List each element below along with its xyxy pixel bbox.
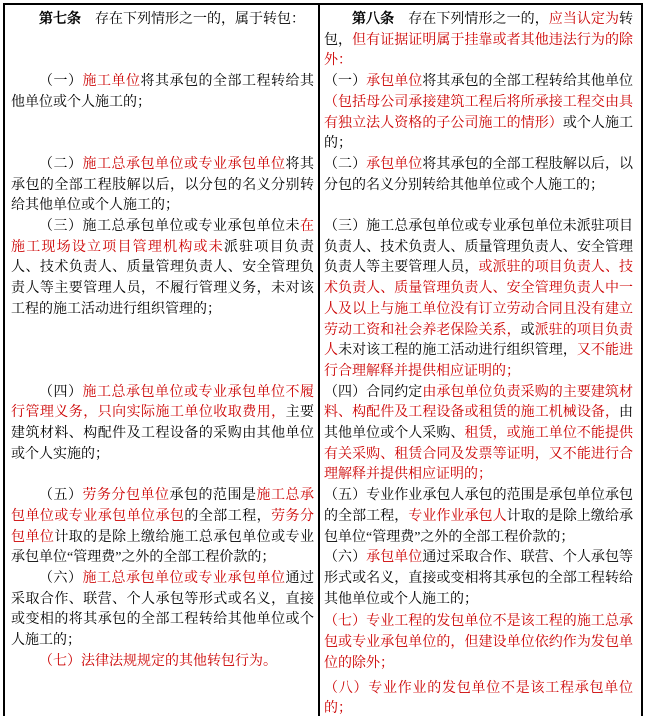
highlighted-text-run: 施工单位 <box>82 74 141 90</box>
highlighted-text-run: 施工总承包单位或专业承包单位承包 <box>11 488 314 524</box>
text-run: 通过采取合作、联营、个人承包等形式或名义，直接或变相将其承包的全部工程转给其他单位或个人施工的； <box>324 550 634 607</box>
highlighted-text-run: （七）法律法规规定的其他转包行为。 <box>39 653 277 669</box>
article-8-item-6 <box>324 548 633 610</box>
highlighted-text-run: 施工总承包单位或专业承包单位 <box>82 570 286 586</box>
text-run: 将其承包的全部工程肢解以后，以分包的名义分别转给其他单位或个人施工的； <box>11 156 314 214</box>
highlighted-text-run: 承包单位 <box>366 74 423 90</box>
article-7-column <box>3 5 320 716</box>
highlighted-text-run: （八）专业作业的发包单位不是该工程承包单位的； <box>324 680 633 716</box>
article-7-item-5 <box>11 486 314 569</box>
article-8-item-4 <box>324 383 633 487</box>
highlighted-text-run: （七）专业工程的发包单位不是该工程的施工总承包或专业承包单位的，但建设单位依约作为发包单位的除外； <box>324 614 633 671</box>
article-8-item-8 <box>324 679 633 716</box>
text-run: 承包的范围是 <box>169 488 257 504</box>
article-8-item-7 <box>324 612 633 674</box>
regulation-comparison-table <box>3 3 643 716</box>
highlighted-text-run: 承包单位 <box>366 550 423 566</box>
text-run: 存在下列情形之一的，属于转包： <box>81 12 305 27</box>
text-run: 派驻项目负责人、技术负责人、质量管理负责人、安全管理负责人等主要管理人员，不履行管理义务，未对该工程的施工活动进行组织管理的； <box>11 239 315 317</box>
article-8-item-5 <box>324 486 633 548</box>
text-run: 或 <box>520 322 535 338</box>
text-run: 第八条 <box>352 12 395 27</box>
article-7-item-7 <box>11 652 314 673</box>
text-run: 未对该工程的施工活动进行组织管理， <box>338 343 577 359</box>
text-run: 主要建筑材料、构配件及工程设备的采购由其他单位或个人实施的； <box>11 405 315 462</box>
text-run: 存在下列情形之一的， <box>394 12 549 27</box>
article-7-item-4 <box>11 383 314 466</box>
highlighted-text-run: 施工总承包单位或专业承包单位不履行管理义务，只向实际施工单位收取费用， <box>11 384 314 421</box>
text-run: 由其他单位或个人采购、 <box>324 405 633 442</box>
article-7-item-2 <box>11 155 314 217</box>
article-7-item-1 <box>11 72 314 113</box>
article-8-column <box>320 5 643 716</box>
text-run: （一） <box>39 74 83 90</box>
article-8-item-3 <box>324 217 633 383</box>
text-run: （五）专业作业承包人承包的范围是承包单位承包的全部工程， <box>324 488 633 524</box>
text-run: （四）合同约定 <box>324 384 423 400</box>
text-run: （一） <box>324 74 367 90</box>
text-run: 通过采取合作、联营、个人承包等形式或名义，直接或变相的将其承包的全部工程转给其他单位或个人施工的； <box>11 570 314 649</box>
highlighted-text-run: 派驻的项目负责人 <box>324 322 634 359</box>
text-run: （二） <box>324 156 367 172</box>
text-run: 计取的是除上缴给承包单位“管理费”之外的全部工程价款的； <box>324 508 634 545</box>
highlighted-text-run: 又不能进行合理解释并提供相应证明的； <box>324 343 634 379</box>
text-run: 将其承包的全部工程转给其他单位 <box>422 74 634 90</box>
article-8-item-1 <box>324 72 633 155</box>
text-run: （五） <box>39 488 83 504</box>
text-run: 将其承包的全部工程转给其他单位或个人施工的； <box>11 74 314 110</box>
highlighted-text-run: 专业作业承包人 <box>408 508 507 524</box>
text-run: （六） <box>324 550 367 566</box>
highlighted-text-run: 但有证据证明属于挂靠或者其他违法行为的除外： <box>324 32 634 69</box>
text-run: （六） <box>39 570 83 586</box>
text-run: 的全部工程， <box>184 508 272 524</box>
text-run: （三）施工总承包单位或专业承包单位未 <box>39 219 300 234</box>
highlighted-text-run: 由承包单位负责采购的主要建筑材料、构配件及工程设备或租赁的施工机械设备， <box>324 384 634 421</box>
article-8-item-2 <box>324 155 633 196</box>
text-run: 计取的是除上缴给施工总承包单位或专业承包单位“管理费”之外的全部工程价款的； <box>11 529 315 566</box>
highlighted-text-run: 施工总承包单位或专业承包单位 <box>82 156 286 172</box>
highlighted-text-run: 劳务分包单位 <box>82 488 170 504</box>
highlighted-text-run: （包括母公司承接建筑工程后将所承接工程交由具有独立法人资格的子公司施工的情形） <box>324 94 633 131</box>
article-7-heading <box>11 10 314 31</box>
text-run: （四） <box>39 384 83 400</box>
text-run: 或个人施工的； <box>324 115 634 152</box>
text-run: （三）施工总承包单位或专业承包单位未派驻项目负责人、技术负责人、质量管理负责人、安全管理负责人等主要管理人员， <box>324 219 633 276</box>
article-7-item-3 <box>11 217 314 321</box>
text-run: 第七条 <box>39 12 81 27</box>
article-7-item-6 <box>11 569 314 652</box>
highlighted-text-run: 在施工现场设立项目管理机构或未 <box>11 219 314 255</box>
highlighted-text-run: 劳务分包单位 <box>11 508 315 545</box>
text-run: 将其承包的全部工程肢解以后，以分包的名义分别转给其他单位或个人施工的； <box>324 156 634 193</box>
highlighted-text-run: 租赁，或施工单位不能提供有关采购、租赁合同及发票等证明，又不能进行合理解释并提供相应证明的； <box>324 426 634 483</box>
text-run: 转包， <box>324 12 634 48</box>
text-run: （二） <box>39 156 83 172</box>
highlighted-text-run: 应当认定为 <box>548 12 620 27</box>
highlighted-text-run: 或派驻的项目负责人、技术负责人、质量管理负责人、安全管理负责人中一人及以上与施工单位没有订立劳动合同且没有建立劳动工资和社会养老保险关系， <box>324 260 634 338</box>
highlighted-text-run: 承包单位 <box>366 156 423 172</box>
article-8-heading <box>324 10 633 72</box>
